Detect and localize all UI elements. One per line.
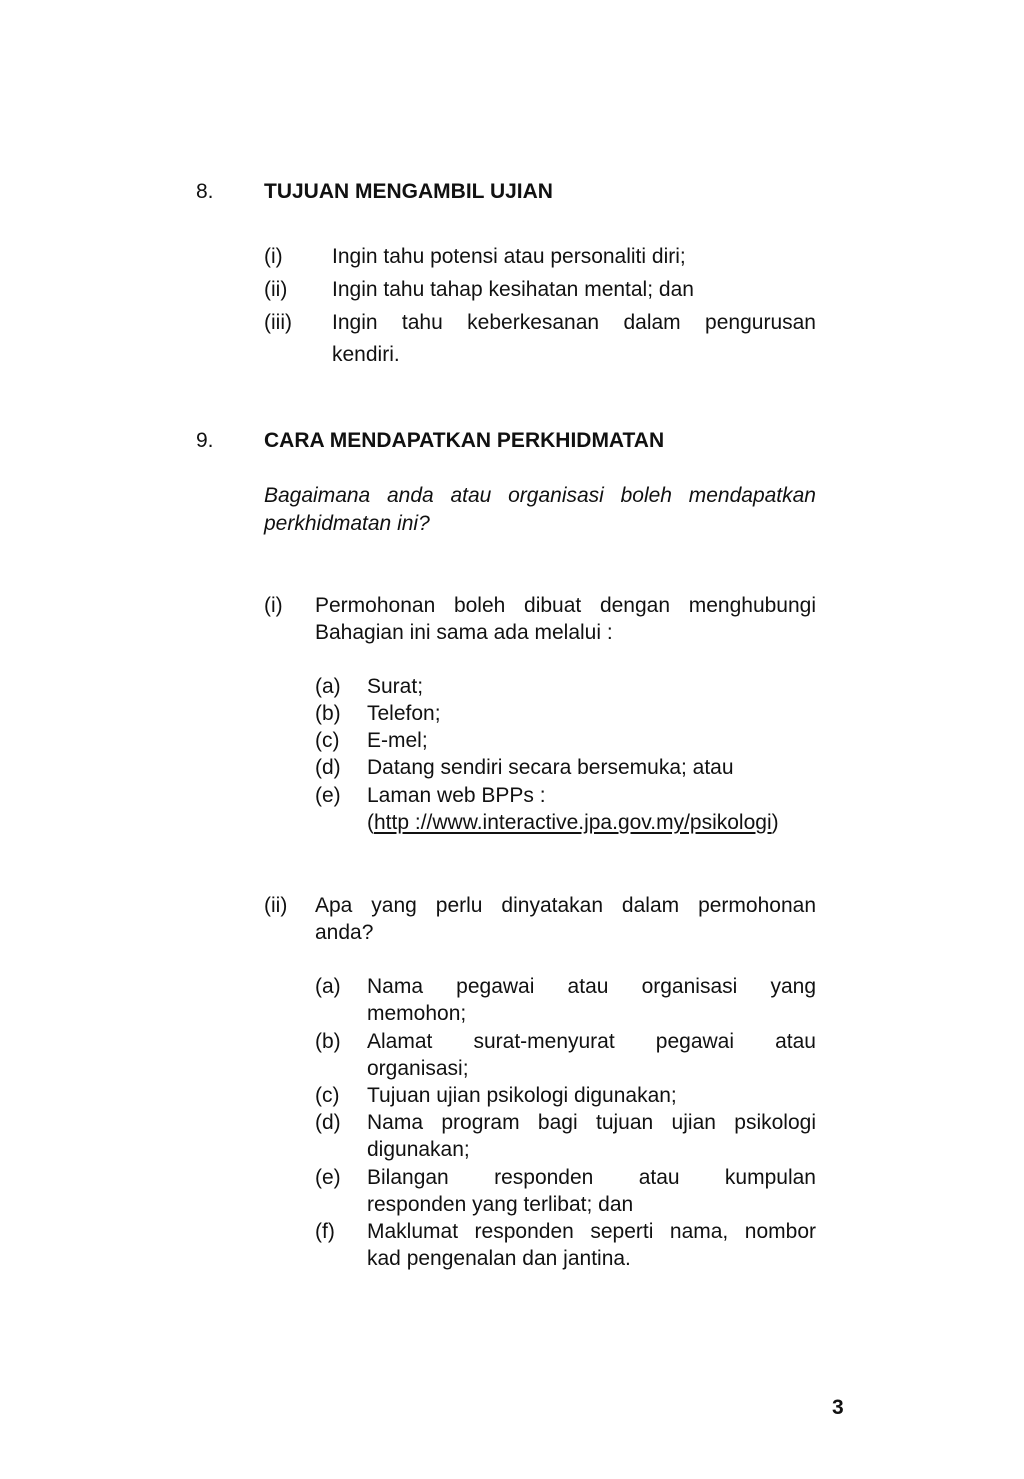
s8-item-i-marker: (i): [264, 245, 283, 268]
s9-part-ii-line1: Apa yang perlu dinyatakan dalam permohonan: [315, 894, 816, 917]
s9-ii-e-line2: responden yang terlibat; dan: [367, 1193, 634, 1216]
s9-part-ii-line2: anda?: [315, 921, 374, 944]
s9-question-line2: perkhidmatan ini?: [264, 512, 430, 535]
s9-i-d-text: Datang sendiri secara bersemuka; atau: [367, 756, 734, 779]
s9-ii-f-line2: kad pengenalan dan jantina.: [367, 1247, 631, 1270]
s9-ii-d-line1: Nama program bagi tujuan ujian psikologi: [367, 1111, 816, 1134]
url-close-paren: ): [771, 811, 779, 834]
s9-i-e-text: Laman web BPPs :: [367, 784, 546, 807]
s9-ii-e-marker: (e): [315, 1166, 341, 1189]
s9-i-d-marker: (d): [315, 756, 341, 779]
url-open-paren: (: [367, 811, 374, 834]
s9-i-c-marker: (c): [315, 729, 340, 752]
s9-ii-f-line1: Maklumat responden seperti nama, nombor: [367, 1220, 816, 1243]
s9-ii-a-line1: Nama pegawai atau organisasi yang: [367, 975, 816, 998]
s9-ii-d-marker: (d): [315, 1111, 341, 1134]
s9-ii-e-line1: Bilangan responden atau kumpulan: [367, 1166, 816, 1189]
s8-item-iii-marker: (iii): [264, 311, 292, 334]
psikologi-website-link[interactable]: http ://www.interactive.jpa.gov.my/psikologi: [374, 811, 772, 834]
s9-i-e-url-line: [367, 809, 779, 836]
s9-ii-c-marker: (c): [315, 1084, 340, 1107]
s9-part-i-line2: Bahagian ini sama ada melalui :: [315, 621, 613, 644]
s9-question-line1: Bagaimana anda atau organisasi boleh mendapatkan: [264, 484, 816, 507]
s9-ii-a-marker: (a): [315, 975, 341, 998]
section-9-heading: CARA MENDAPATKAN PERKHIDMATAN: [264, 429, 665, 452]
s9-ii-c-line1: Tujuan ujian psikologi digunakan;: [367, 1084, 677, 1107]
s9-i-a-marker: (a): [315, 675, 341, 698]
s9-part-i-line1: Permohonan boleh dibuat dengan menghubungi: [315, 594, 816, 617]
s9-ii-b-line1: Alamat surat-menyurat pegawai atau: [367, 1030, 816, 1053]
s9-ii-a-line2: memohon;: [367, 1002, 467, 1025]
s9-part-ii-marker: (ii): [264, 894, 288, 917]
s8-item-i-text: Ingin tahu potensi atau personaliti diri;: [332, 245, 686, 268]
s8-item-ii-text: Ingin tahu tahap kesihatan mental; dan: [332, 278, 694, 301]
s8-item-ii-marker: (ii): [264, 278, 288, 301]
s9-i-a-text: Surat;: [367, 675, 424, 698]
s9-i-b-marker: (b): [315, 702, 341, 725]
s9-part-i-marker: (i): [264, 594, 283, 617]
s9-ii-d-line2: digunakan;: [367, 1138, 470, 1161]
s9-i-b-text: Telefon;: [367, 702, 441, 725]
s9-ii-b-marker: (b): [315, 1030, 341, 1053]
section-9-number: 9.: [196, 429, 214, 452]
s9-ii-b-line2: organisasi;: [367, 1057, 469, 1080]
s8-item-iii-line2: kendiri.: [332, 343, 400, 366]
section-8-number: 8.: [196, 180, 214, 203]
s8-item-iii-line1: Ingin tahu keberkesanan dalam pengurusan: [332, 311, 816, 334]
s9-i-c-text: E-mel;: [367, 729, 428, 752]
s9-i-e-marker: (e): [315, 784, 341, 807]
section-8-heading: TUJUAN MENGAMBIL UJIAN: [264, 180, 553, 203]
s9-ii-f-marker: (f): [315, 1220, 335, 1243]
page-number: 3: [832, 1396, 844, 1419]
